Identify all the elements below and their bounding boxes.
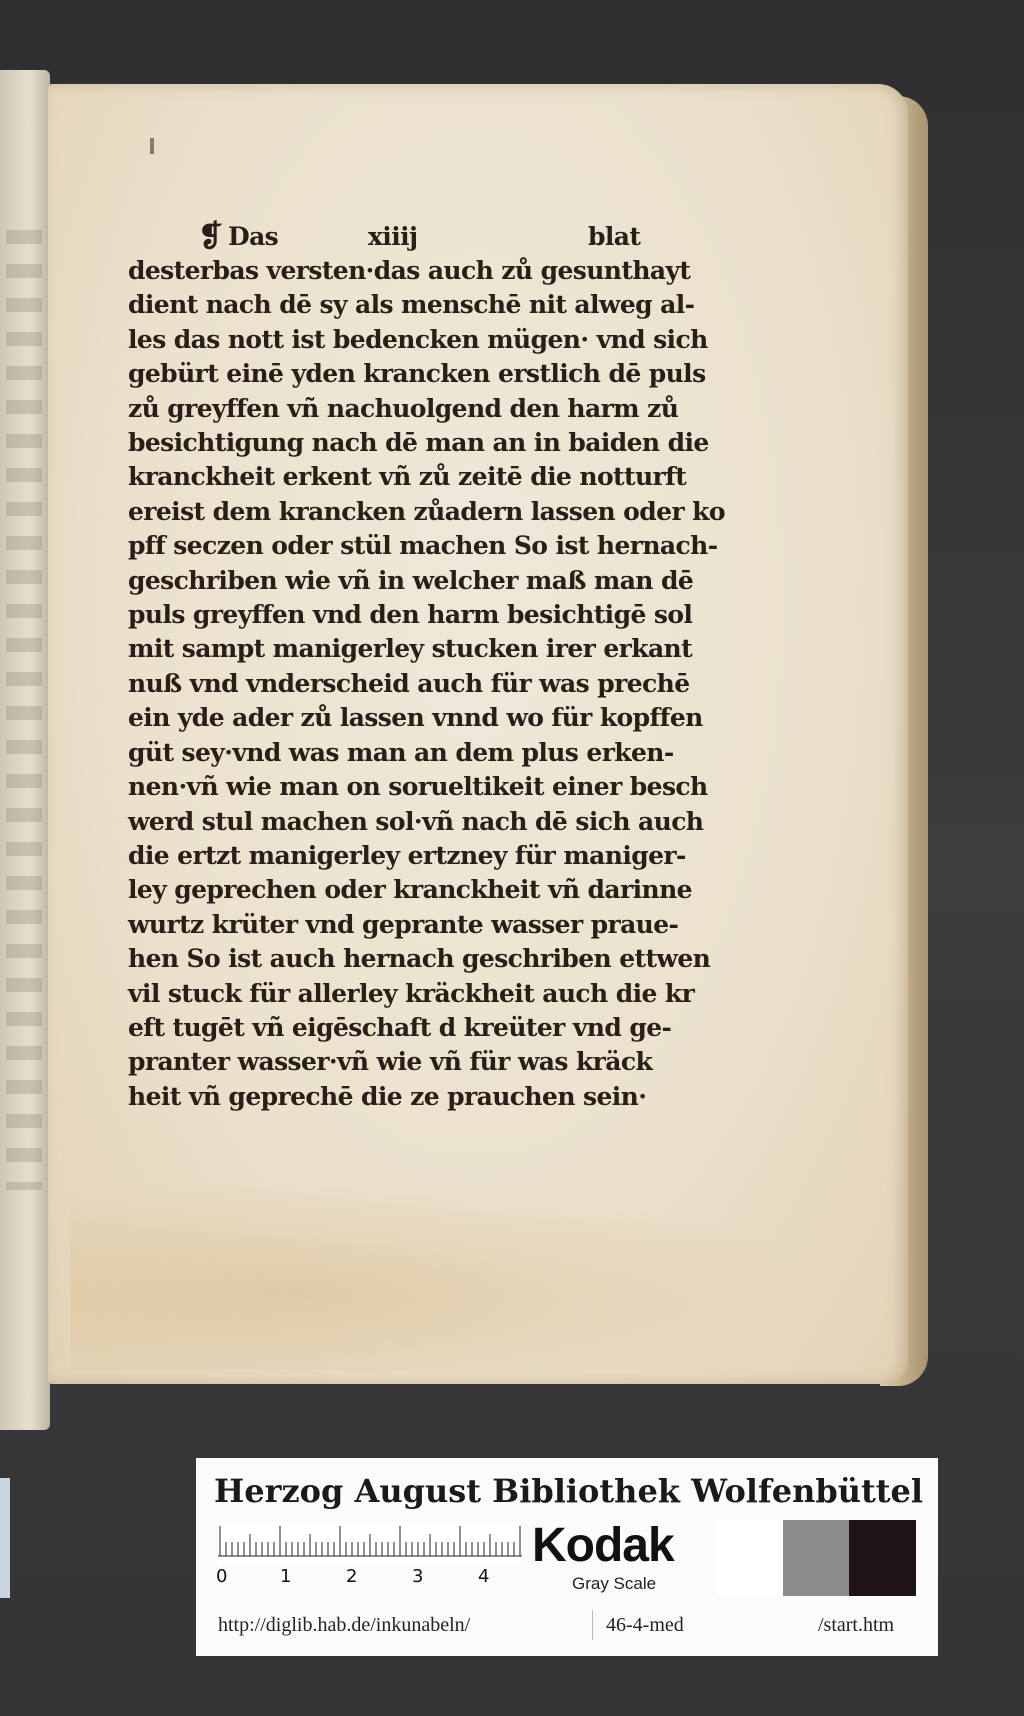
ruler-number: 4	[478, 1566, 490, 1587]
text-line: zů greyffen vñ nachuolgend den harm zů	[128, 393, 679, 423]
facing-page-edge	[0, 70, 50, 1430]
text-line: nen·vñ wie man on sorueltikeit einer besch	[128, 772, 708, 802]
library-color-card	[196, 1458, 938, 1656]
shelfmark: 46-4-med	[606, 1614, 684, 1636]
text-line: eft tugēt vñ eigēschaft d kreüter vnd ge-	[128, 1012, 672, 1042]
text-line: ein yde ader zů lassen vnnd wo für kopffen	[128, 703, 703, 733]
text-line: werd stul machen sol·vñ nach dē sich auch	[128, 806, 704, 836]
running-header	[128, 220, 728, 254]
text-line: pff seczen oder stül machen So ist hernach-	[128, 531, 718, 561]
text-line: vil stuck für allerley kräckheit auch die kr	[128, 978, 695, 1008]
ruler-number: 3	[412, 1566, 424, 1587]
text-line: gebürt einē yden krancken erstlich dē puls	[128, 359, 706, 389]
folio-label: blat	[588, 222, 641, 251]
ruler-number: 1	[280, 1566, 292, 1587]
text-line: geschriben wie vñ in welcher maß man dē	[128, 565, 694, 595]
citation-row	[218, 1614, 928, 1644]
white-swatch	[716, 1520, 783, 1596]
text-line: pranter wasser·vñ wie vñ für was kräck	[128, 1047, 653, 1077]
text-line: ereist dem krancken zůadern lassen oder ko	[128, 496, 725, 526]
text-line: besichtigung nach dē man an in baiden die	[128, 428, 709, 458]
text-line: die ertzt manigerley ertzney für maniger-	[128, 840, 686, 870]
text-line: mit sampt manigerley stucken irer erkant	[128, 634, 693, 664]
text-line: kranckheit erkent vñ zů zeitē die notturft	[128, 462, 687, 492]
pilcrow-mark: ❡	[198, 219, 223, 254]
page-text	[128, 220, 728, 1114]
library-name: Herzog August Bibliothek Wolfenbüttel	[214, 1472, 924, 1510]
text-line: dient nach dē sy als menschē nit alweg al-	[128, 290, 695, 320]
black-swatch	[849, 1520, 916, 1596]
measurement-ruler	[218, 1522, 522, 1586]
text-line: desterbas versten·das auch zů gesunthayt	[128, 256, 691, 285]
color-tab	[0, 1478, 10, 1598]
ruler-ticks	[218, 1522, 522, 1566]
facing-page-bleed-through	[6, 230, 42, 1190]
text-line: nuß vnd vnderscheid auch für was prechē	[128, 668, 690, 698]
header-word: Das	[228, 222, 279, 251]
gray-scale-label: Gray Scale	[572, 1574, 657, 1593]
text-line: ley geprechen oder kranckheit vñ darinne	[128, 875, 692, 905]
url-suffix: /start.htm	[818, 1614, 895, 1636]
text-line: les das nott ist bedencken mügen· vnd sich	[128, 324, 708, 354]
ruler-number: 2	[346, 1566, 358, 1587]
text-line: heit vñ geprechē die ze prauchen sein·	[128, 1081, 647, 1111]
text-line: puls greyffen vnd den harm besichtigē sol	[128, 600, 693, 630]
text-line: güt sey·vnd was man an dem plus erken-	[128, 737, 674, 767]
folio-number: xiiij	[368, 222, 418, 251]
gray-scale-swatches	[716, 1520, 916, 1596]
divider	[592, 1610, 593, 1640]
text-line: hen So ist auch hernach geschriben ettwen	[128, 944, 711, 974]
ruler-number: 0	[216, 1566, 228, 1587]
gray-swatch	[783, 1520, 850, 1596]
text-line: wurtz krüter vnd geprante wasser praue-	[128, 909, 679, 939]
base-url: http://diglib.hab.de/inkunabeln/	[218, 1614, 471, 1636]
kodak-logo: Kodak	[532, 1519, 674, 1572]
margin-mark	[150, 138, 154, 154]
